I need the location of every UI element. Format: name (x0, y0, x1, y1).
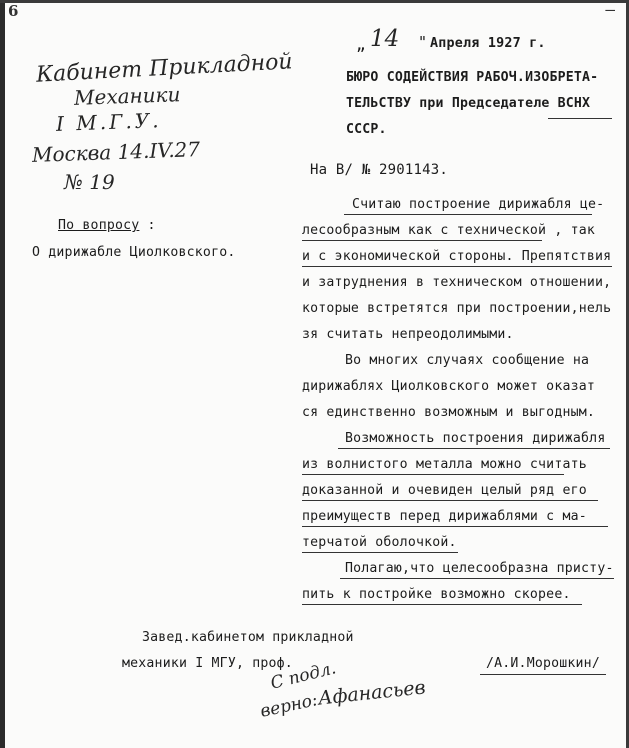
body-line: Возможность построения дирижабля (345, 431, 606, 446)
pencil-underline (302, 604, 582, 605)
pencil-underline (302, 240, 542, 241)
stamp-department: Механики (73, 82, 181, 110)
reference-number: На В/ № 2901143. (310, 162, 449, 178)
date-close-quote: " (418, 33, 428, 51)
corner-tick-mark: — (605, 0, 615, 19)
pencil-underline (302, 266, 612, 267)
pencil-underline (338, 448, 610, 449)
body-line: из волнистого металла можно считать (302, 457, 587, 472)
pencil-underline (344, 214, 592, 215)
body-line: пить к постройке возможно скорее. (302, 587, 571, 602)
body-line: зя считать непреодолимыми. (302, 327, 514, 342)
signer-name: /А.И.Морошкин/ (486, 656, 600, 671)
body-line: Во многих случаях сообщение на (345, 353, 590, 368)
addressee-line-2: ТЕЛЬСТВУ при Председателе ВСНХ (346, 96, 591, 111)
signature-underline (480, 674, 606, 675)
body-line: и с экономической стороны. Препятствия (302, 249, 612, 264)
handwritten-signature: Афанасьев (317, 676, 427, 710)
page-border-top (0, 0, 629, 3)
body-line: ся единственно возможным и выгодным. (302, 405, 596, 420)
subject-text: О дирижабле Циолковского. (32, 245, 236, 260)
stamp-institution: Кабинет Прикладной (35, 49, 294, 88)
stamp-university: I М.Г.У. (55, 108, 162, 136)
body-line: Полагаю,что целесообразна присту- (345, 561, 614, 576)
addressee-line-3: СССР. (346, 122, 387, 137)
pencil-underline (302, 552, 458, 553)
pencil-underline (302, 526, 608, 527)
body-line: терчатой оболочкой. (302, 535, 457, 550)
signer-position-line-1: Завед.кабинетом прикладной (142, 630, 354, 645)
body-line: доказанной и очевиден целый ряд его (302, 483, 587, 498)
body-line: которые встретятся при построении,нель (302, 301, 612, 316)
pencil-underline (302, 474, 564, 475)
body-line: дирижаблях Циолковского может оказат (302, 379, 596, 394)
stamp-date: Москва 14.IV.27 (31, 137, 201, 167)
stamp-number: № 19 (64, 170, 115, 194)
subject-colon: : (147, 218, 156, 233)
signer-position-line-2: механики I МГУ, проф. (122, 656, 293, 671)
body-line: Считаю построение дирижабля це- (352, 197, 605, 212)
body-line: преимуществ перед дирижаблями с ма- (302, 509, 587, 524)
body-line: лесообразным как с технической , так (302, 223, 596, 238)
pencil-underline (302, 500, 598, 501)
subject-label-row (58, 218, 156, 233)
addressee-underline (548, 118, 612, 119)
page-border-left (0, 0, 5, 748)
copy-note-line-2: верно: (258, 690, 320, 722)
body-line: и затруднения в техническом отношении, (302, 275, 612, 290)
addressee-line-1: БЮРО СОДЕЙСТВИЯ РАБОЧ.ИЗОБРЕТА- (346, 70, 599, 85)
date-day: 14 (370, 26, 400, 52)
pencil-underline (340, 578, 614, 579)
subject-label: По вопросу (58, 218, 140, 233)
date-open-quote: „ (356, 35, 366, 54)
date-month-year: Апреля 1927 г. (430, 36, 546, 51)
copy-note-line-1: С подл. (268, 658, 339, 694)
corner-mark: 6 (8, 2, 19, 20)
